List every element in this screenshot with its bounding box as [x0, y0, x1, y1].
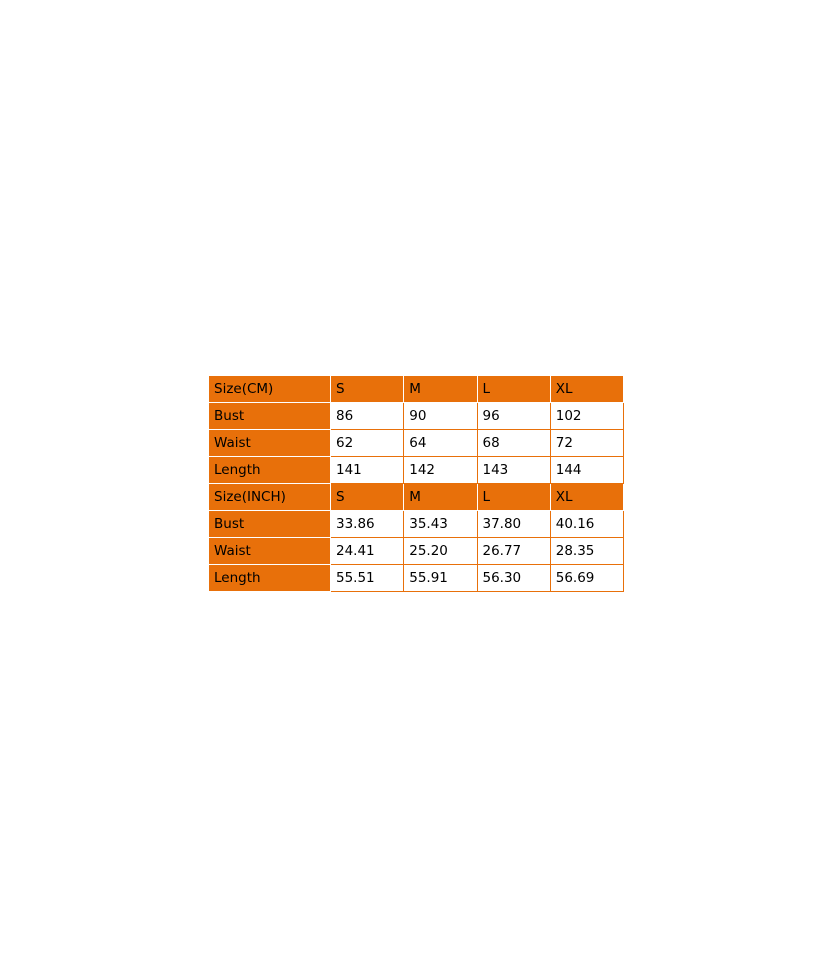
- cell-waist-inch-s: 24.41: [331, 538, 404, 565]
- header-cell-xl: XL: [550, 376, 623, 403]
- header-cell-m: M: [404, 376, 477, 403]
- table-row-header-inch: [209, 484, 624, 511]
- row-label-waist-inch: Waist: [209, 538, 331, 565]
- cell-waist-inch-xl: 28.35: [550, 538, 623, 565]
- row-label-waist-cm: Waist: [209, 430, 331, 457]
- cell-bust-cm-s: 86: [331, 403, 404, 430]
- header-cell-l: L: [477, 376, 550, 403]
- header-cell-s: S: [331, 376, 404, 403]
- cell-waist-cm-l: 68: [477, 430, 550, 457]
- cell-length-cm-l: 143: [477, 457, 550, 484]
- table-row: [209, 457, 624, 484]
- table-row: [209, 430, 624, 457]
- cell-length-inch-s: 55.51: [331, 565, 404, 592]
- cell-waist-cm-s: 62: [331, 430, 404, 457]
- table-row: [209, 565, 624, 592]
- cell-length-cm-s: 141: [331, 457, 404, 484]
- header-cell-size-cm: Size(CM): [209, 376, 331, 403]
- cell-waist-cm-xl: 72: [550, 430, 623, 457]
- cell-bust-inch-l: 37.80: [477, 511, 550, 538]
- row-label-bust-cm: Bust: [209, 403, 331, 430]
- cell-bust-cm-l: 96: [477, 403, 550, 430]
- cell-waist-inch-l: 26.77: [477, 538, 550, 565]
- cell-length-cm-m: 142: [404, 457, 477, 484]
- cell-length-inch-xl: 56.69: [550, 565, 623, 592]
- row-label-length-cm: Length: [209, 457, 331, 484]
- cell-bust-inch-s: 33.86: [331, 511, 404, 538]
- header-cell-size-inch: Size(INCH): [209, 484, 331, 511]
- header-cell-inch-s: S: [331, 484, 404, 511]
- cell-bust-cm-m: 90: [404, 403, 477, 430]
- cell-waist-cm-m: 64: [404, 430, 477, 457]
- cell-bust-cm-xl: 102: [550, 403, 623, 430]
- cell-length-inch-l: 56.30: [477, 565, 550, 592]
- cell-length-inch-m: 55.91: [404, 565, 477, 592]
- table-row: [209, 511, 624, 538]
- header-cell-inch-xl: XL: [550, 484, 623, 511]
- row-label-bust-inch: Bust: [209, 511, 331, 538]
- table-row: [209, 403, 624, 430]
- cell-bust-inch-xl: 40.16: [550, 511, 623, 538]
- size-chart-table: [208, 375, 624, 592]
- table-row-header-cm: [209, 376, 624, 403]
- header-cell-inch-l: L: [477, 484, 550, 511]
- size-chart-container: [208, 375, 623, 592]
- table-row: [209, 538, 624, 565]
- cell-waist-inch-m: 25.20: [404, 538, 477, 565]
- cell-length-cm-xl: 144: [550, 457, 623, 484]
- row-label-length-inch: Length: [209, 565, 331, 592]
- header-cell-inch-m: M: [404, 484, 477, 511]
- cell-bust-inch-m: 35.43: [404, 511, 477, 538]
